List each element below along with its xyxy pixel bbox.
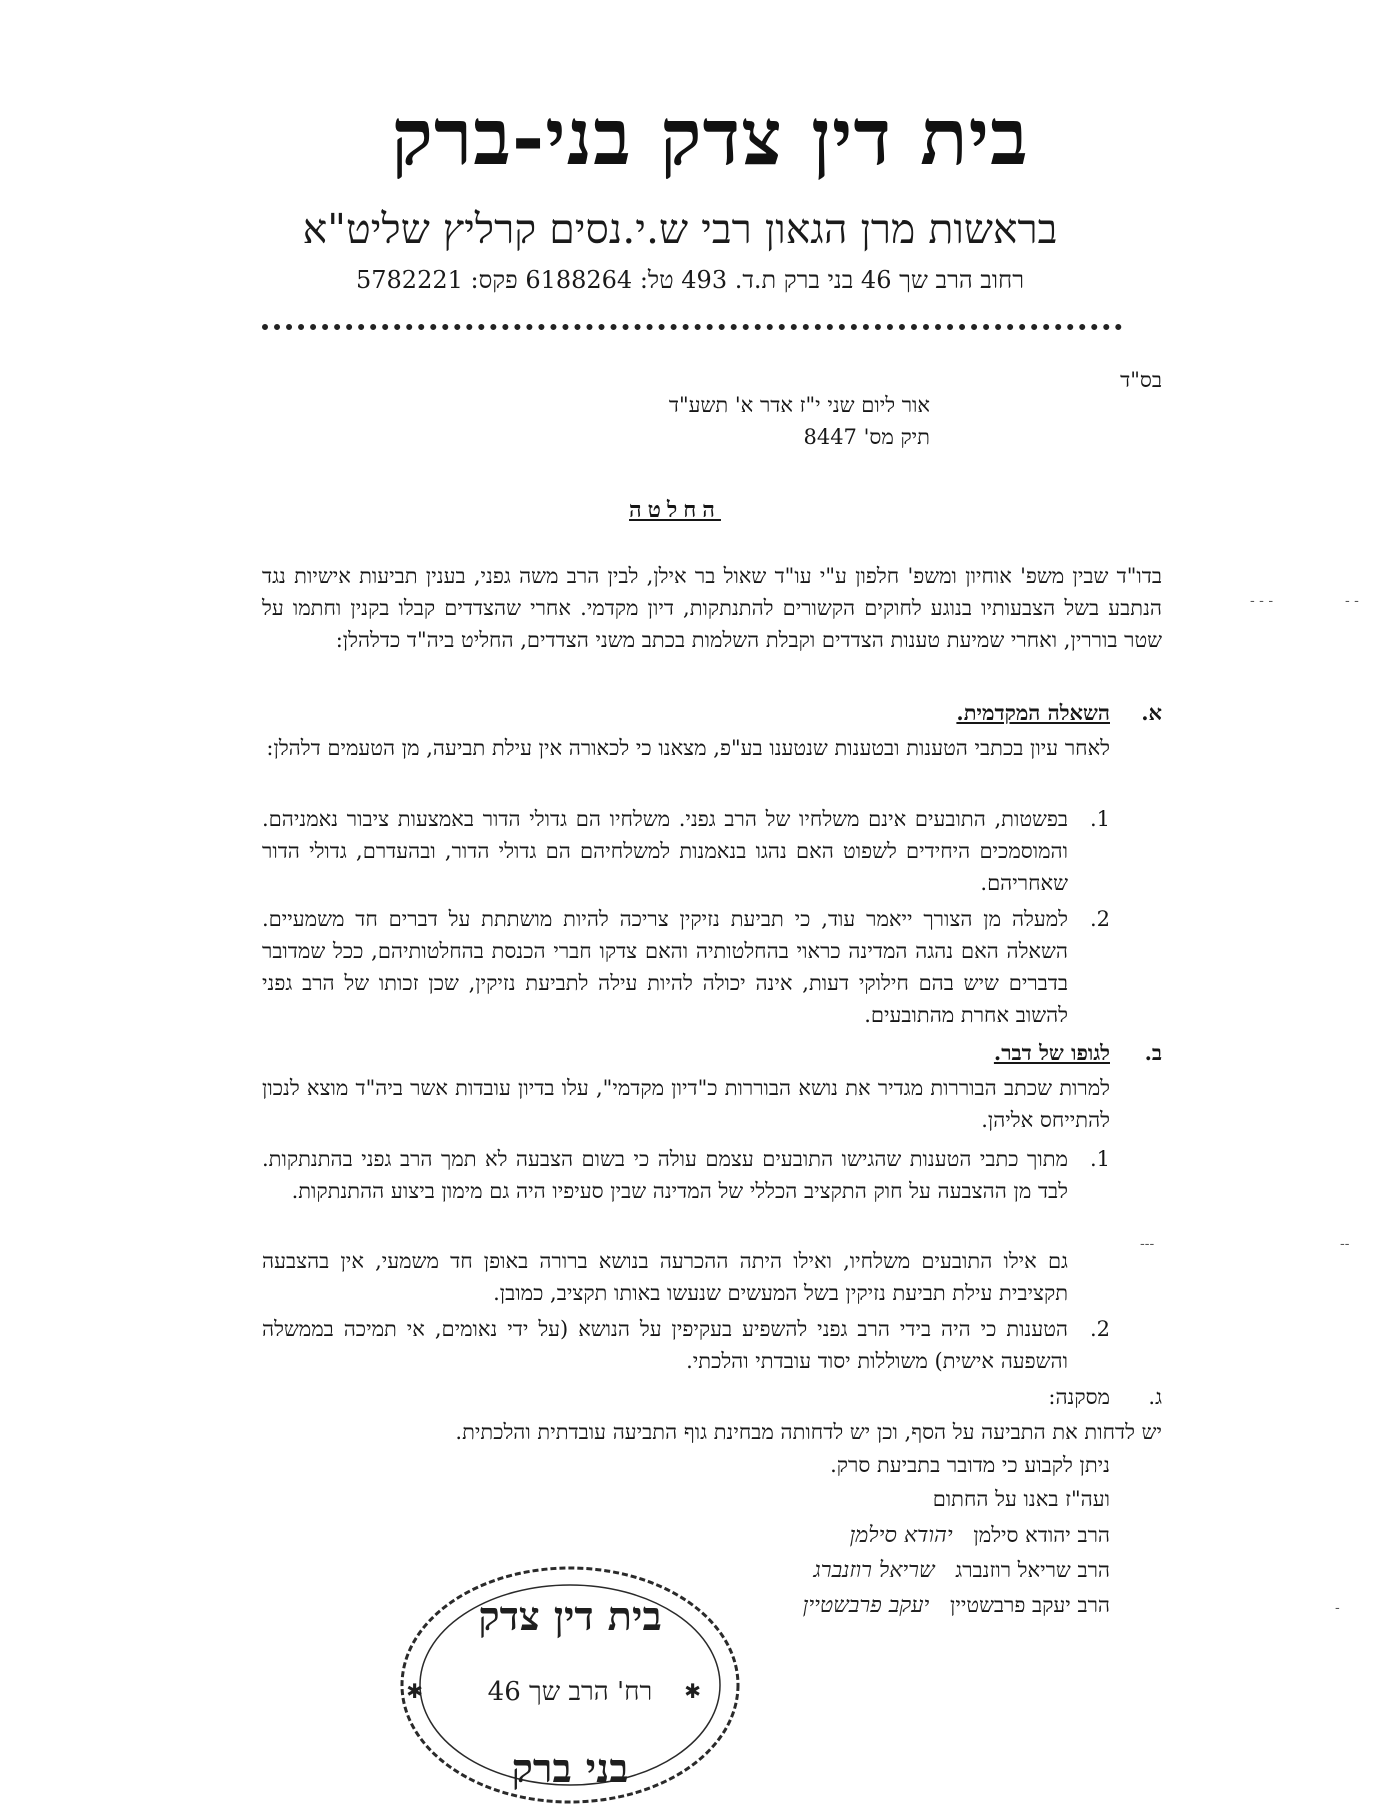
bsd-mark: בס"ד (1120, 368, 1162, 392)
item-number: 1. (1089, 1147, 1110, 1171)
section-b-item (262, 1313, 1110, 1377)
letterhead-address: רחוב הרב שך 46 בני ברק ת.ד. 493 טל: 6188264 פקס: 5782221 (356, 266, 1024, 294)
section-b-title: לגופו של דבר. (993, 1040, 1110, 1065)
section-a-item (262, 903, 1110, 1031)
section-b-item (262, 1143, 1110, 1207)
scan-mark: ‐‐‐ (1140, 1236, 1155, 1252)
signer-row (850, 1522, 1110, 1548)
stamp-graphic (395, 1560, 745, 1810)
section-b-letter: ב. (1144, 1040, 1162, 1065)
item-number (1068, 1245, 1110, 1309)
document-title: החלטה (629, 497, 721, 523)
document-date: אור ליום שני י"ז אדר א' תשע"ד (668, 393, 930, 417)
section-b-lead: למרות שכתב הבוררות מגדיר את נושא הבוררות כ"דיון מקדמי", עלו בדיון עובדות אשר ביה"ד מוצא לנכון להתייחס אליהן. (262, 1076, 1110, 1132)
stamp-top-text: בית דין צדק (478, 1593, 662, 1640)
court-stamp (395, 1560, 745, 1810)
signer-name: הרב יהודא סילמן (973, 1523, 1110, 1547)
stamp-star-icon: ✱ (684, 1679, 701, 1703)
file-number: תיק מס' 8447 (803, 425, 930, 449)
item-text: בפשטות, התובעים אינם משלחיו של הרב גפני. משלחיו הם גדולי הדור באמצעות ציבור נאמניהם. והמוסמכים היחידים לשפוט האם נהגו בנאמנות למשלחיהם הם גדולי הדור, ובהעדרם, גדולי הדור שאחריהם. (262, 807, 1068, 895)
section-a-lead: לאחר עיון בכתבי הטענות ובטענות שנטענו בע"פ, מצאנו כי לכאורה אין עילת תביעה, מן הטעמים דלהלן: (266, 736, 1110, 760)
scan-mark: ‐ ‐ (1345, 593, 1359, 609)
section-a-letter: א. (1141, 700, 1162, 725)
scan-mark: ‐ (1335, 1600, 1340, 1616)
item-text: מתוך כתבי הטענות שהגישו התובעים עצמם עולה כי בשום הצבעה לא תמך הרב גפני בהתנתקות. לבד מן ההצבעה על חוק התקציב הכללי של המדינה שבין סעיפיו היה גם מימון ביצוע ההתנתקות. (262, 1147, 1068, 1203)
item-number: 2. (1089, 907, 1110, 931)
conclusion-line: ניתן לקבוע כי מדובר בתביעת סרק. (830, 1453, 1110, 1477)
item-text: הטענות כי היה בידי הרב גפני להשפיע בעקיפין על הנושא (על ידי נאומים, אי תמיכה בממשלה והשפעה אישית) משוללות יסוד עובדתי והלכתי. (262, 1317, 1068, 1373)
item-number: 1. (1089, 807, 1110, 831)
signer-row (814, 1557, 1110, 1583)
section-c-title: מסקנה: (1048, 1385, 1110, 1409)
intro-paragraph: בדו"ד שבין משפ' אוחיון ומשפ' חלפון ע"י עו"ד שאול בר אילן, לבין הרב משה גפני, בענין תביעות אישיות נגד הנתבע בשל הצבעותיו בנוגע לחוקים הקשורים להתנתקות, דיון מקדמי. אחרי שהצדדים קבלו בקנין וחתמו על שטר בוררין, ואחרי שמיעת טענות הצדדים וקבלת השלמות בכתב משני הצדדים, החליט ביה"ד כדלהלן: (262, 564, 1162, 652)
section-b-item (262, 1245, 1110, 1309)
scan-mark: ‐ ‐ ‐ (1250, 593, 1274, 609)
signer-name: הרב יעקב פרבשטיין (950, 1593, 1110, 1617)
stamp-middle-text: רח' הרב שך 46 (487, 1677, 653, 1707)
stamp-star-icon: ✱ (406, 1679, 423, 1703)
section-c-letter: ג. (1148, 1385, 1162, 1409)
letterhead-title: בית דין צדק בני-ברק (391, 92, 1029, 183)
scan-mark: ‐‐ (1340, 1236, 1350, 1252)
handwritten-signature: יעקב פרבשטיין (802, 1593, 930, 1618)
handwritten-signature: יהודא סילמן (849, 1523, 953, 1548)
item-text: למעלה מן הצורך ייאמר עוד, כי תביעת נזיקין צריכה להיות מושתתת על דברים חד משמעיים. השאלה האם נהגה המדינה כראוי בהחלטותיה והאם צדקו חברי הכנסת בהחלטותיהם, ככל שמדובר בדברים שיש בהם חילוקי דעות, אינה יכולה להיות עילה לתביעת נזיקין, שכן זכותו של הרב גפני להשוב אחרת מהתובעים. (262, 907, 1068, 1027)
stamp-bottom-text: בני ברק (511, 1745, 629, 1792)
section-a-title: השאלה המקדמית. (956, 700, 1110, 725)
item-text: גם אילו התובעים משלחיו, ואילו היתה ההכרעה בנושא ברורה באופן חד משמעי, אין בהצבעה תקציבית עילת תביעת נזיקין בשל המעשים שנעשו באותו תקציב, כמובן. (262, 1249, 1068, 1305)
section-a-item (262, 803, 1110, 899)
signature-intro: ועה"ז באנו על החתום (932, 1487, 1110, 1511)
conclusion-line: יש לדחות את התביעה על הסף, וכן יש לדחותה מבחינת גוף התביעה עובדתית והלכתית. (455, 1420, 1162, 1444)
signer-row (803, 1592, 1110, 1618)
letterhead-subtitle: בראשות מרן הגאון רבי ש.י.נסים קרליץ שליט"א (302, 205, 1058, 253)
handwritten-signature: שריאל רוזנברג (813, 1558, 935, 1583)
signer-name: הרב שריאל רוזנברג (955, 1558, 1110, 1582)
letterhead-divider (262, 324, 1122, 330)
item-number: 2. (1089, 1317, 1110, 1341)
